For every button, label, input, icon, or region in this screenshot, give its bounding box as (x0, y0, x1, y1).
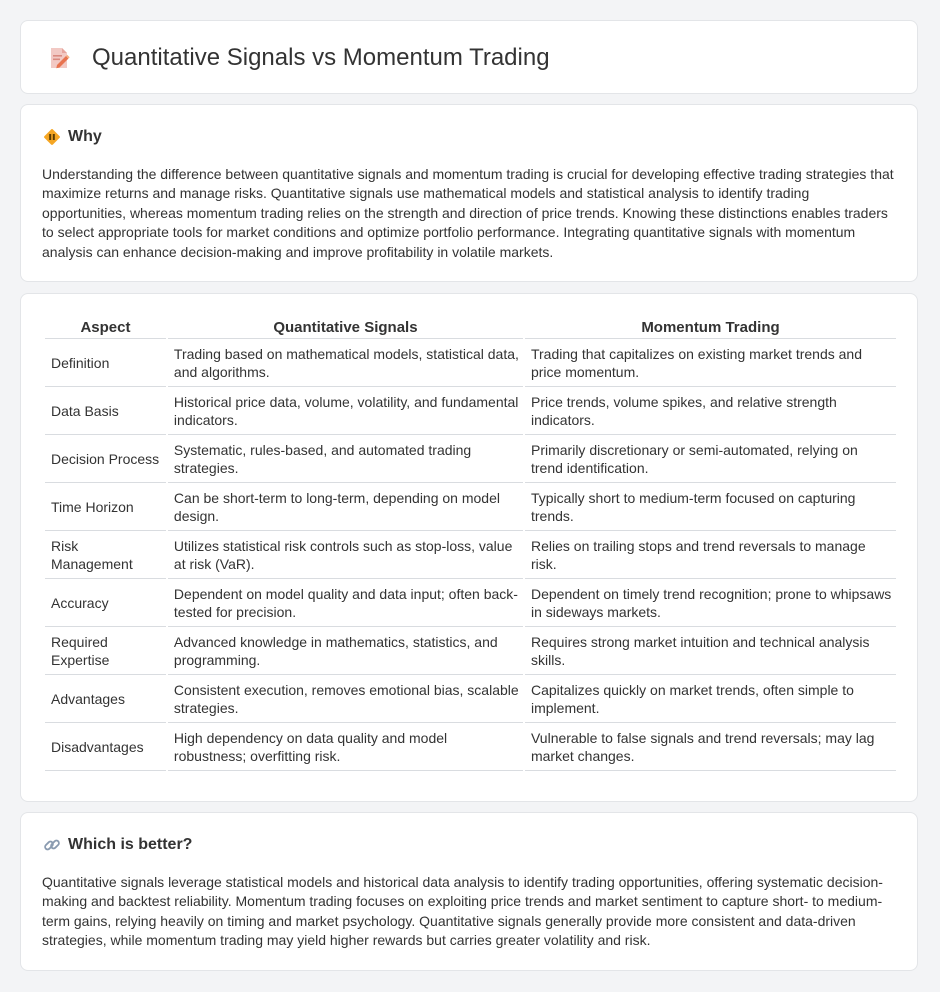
momentum-cell: Relies on trailing stops and trend reversals to manage risk. (525, 531, 896, 579)
table-row (45, 531, 896, 579)
table-row (45, 723, 896, 771)
aspect-cell: Disadvantages (45, 723, 166, 771)
momentum-cell: Capitalizes quickly on market trends, often simple to implement. (525, 675, 896, 723)
quant-cell: Trading based on mathematical models, statistical data, and algorithms. (168, 339, 523, 387)
quant-cell: Systematic, rules-based, and automated trading strategies. (168, 435, 523, 483)
aspect-cell: Required Expertise (45, 627, 166, 675)
aspect-cell: Decision Process (45, 435, 166, 483)
why-text: Understanding the difference between quantitative signals and momentum trading is crucial for developing effective trading strategies that maximize returns and manage risks. Quantitative signals use mathematical models and statistical analysis to identify trading opportunities, whereas momentum trading relies on the strength and direction of price trends. Knowing these distinctions enables traders to select appropriate tools for market conditions and optimize portfolio performance. Integrating quantitative signals with momentum analysis can enhance decision-making and improve profitability in volatile markets. (42, 166, 894, 260)
quant-cell: Historical price data, volume, volatility, and fundamental indicators. (168, 387, 523, 435)
diamond-sign-icon (43, 128, 61, 146)
momentum-cell: Price trends, volume spikes, and relative strength indicators. (525, 387, 896, 435)
which-heading-row (43, 835, 192, 855)
comparison-table-card (20, 293, 918, 802)
momentum-cell: Requires strong market intuition and technical analysis skills. (525, 627, 896, 675)
aspect-cell: Accuracy (45, 579, 166, 627)
document-pencil-icon (47, 46, 71, 70)
comparison-table (43, 316, 898, 771)
quant-cell: High dependency on data quality and model robustness; overfitting risk. (168, 723, 523, 771)
title-card (20, 20, 918, 94)
quant-cell: Consistent execution, removes emotional bias, scalable strategies. (168, 675, 523, 723)
header-quantitative-signals: Quantitative Signals (168, 316, 523, 339)
aspect-cell: Risk Management (45, 531, 166, 579)
which-better-section (20, 812, 918, 971)
quant-cell: Advanced knowledge in mathematics, statistics, and programming. (168, 627, 523, 675)
aspect-cell: Definition (45, 339, 166, 387)
momentum-cell: Dependent on timely trend recognition; prone to whipsaws in sideways markets. (525, 579, 896, 627)
aspect-cell: Advantages (45, 675, 166, 723)
which-text: Quantitative signals leverage statistical models and historical data analysis to identify trading opportunities, offering systematic decision-making and backtest reliability. Momentum trading focuses on exploiting price trends and market sentiment to capture short- to medium-term gains, relying heavily on timing and market psychology. Quantitative signals generally provide more consistent and data-driven strategies, while momentum trading may yield higher rewards but carries greater volatility and risk. (42, 874, 883, 949)
quant-cell: Dependent on model quality and data input; often back-tested for precision. (168, 579, 523, 627)
momentum-cell: Primarily discretionary or semi-automated, relying on trend identification. (525, 435, 896, 483)
table-row (45, 387, 896, 435)
momentum-cell: Trading that capitalizes on existing market trends and price momentum. (525, 339, 896, 387)
quant-cell: Can be short-term to long-term, depending on model design. (168, 483, 523, 531)
which-heading: Which is better? (68, 836, 193, 853)
table-row (45, 675, 896, 723)
header-momentum-trading: Momentum Trading (525, 316, 896, 339)
table-row (45, 579, 896, 627)
momentum-cell: Vulnerable to false signals and trend reversals; may lag market changes. (525, 723, 896, 771)
page-title: Quantitative Signals vs Momentum Trading (92, 44, 550, 71)
table-row (45, 627, 896, 675)
aspect-cell: Data Basis (45, 387, 166, 435)
table-row (45, 435, 896, 483)
momentum-cell: Typically short to medium-term focused on capturing trends. (525, 483, 896, 531)
why-heading-row (43, 127, 102, 147)
table-header-row (45, 316, 896, 339)
quant-cell: Utilizes statistical risk controls such as stop-loss, value at risk (VaR). (168, 531, 523, 579)
aspect-cell: Time Horizon (45, 483, 166, 531)
table-row (45, 339, 896, 387)
why-heading: Why (68, 128, 102, 145)
header-aspect: Aspect (45, 316, 166, 339)
link-icon (43, 836, 61, 854)
table-row (45, 483, 896, 531)
why-section (20, 104, 918, 282)
